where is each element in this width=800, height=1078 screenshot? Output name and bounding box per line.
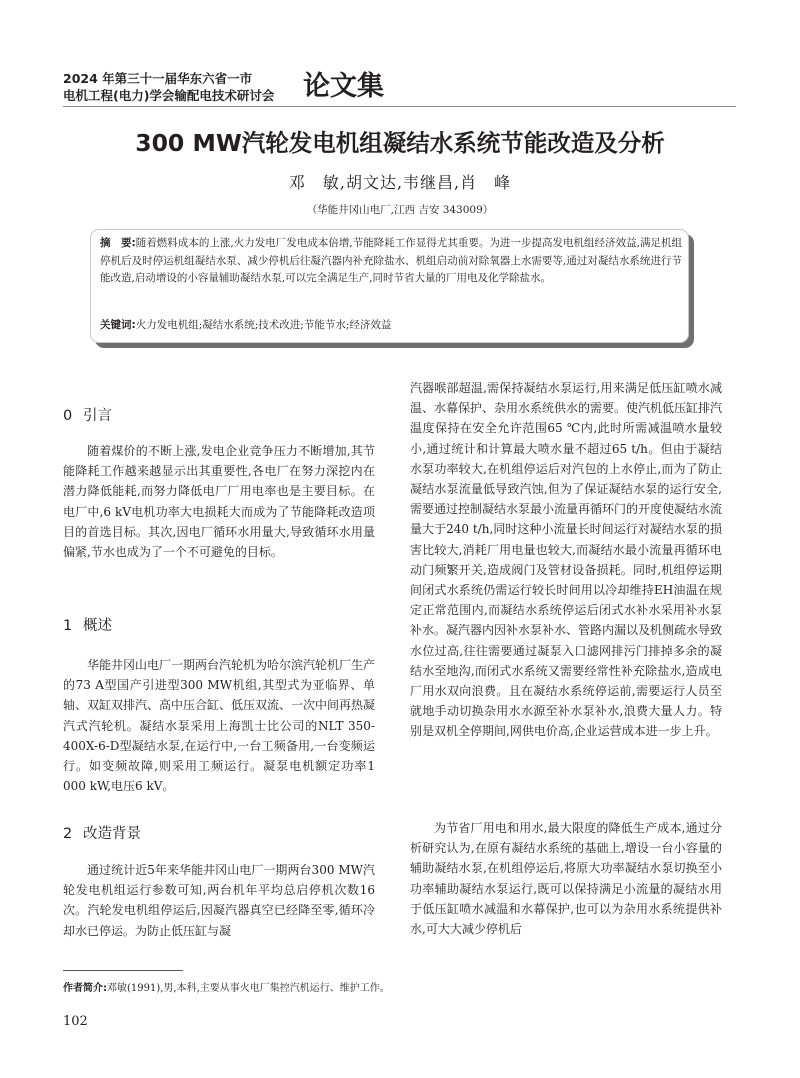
- background-paragraph-continued: 汽器喉部超温,需保持凝结水泵运行,用来满足低压缸喷水减温、水幕保护、杂用水系统供水的需要。使汽机低压缸排汽温度保持在安全允许范围65 ℃内,此时所需减温喷水量较小,通过统计和计算最大喷水量不超过65 t/h。但由于凝结水泵功率较大,在机组停运后对汽包的上水停止,而为了防止凝结水泵流量低导致汽蚀,但为了保证凝结水泵的运行安全,需要通过控制凝结水泵最小流量再循环门的开度使凝结水流量大于240 t/h,同时这种小流量长时间运行对凝结水泵的损害比较大,消耗厂用电量也较大,而凝结水最小流量再循环电动门频繁开关,造成阀门及管材设备损耗。同时,机组停运期间闭式水系统仍需运行较长时间用以冷却维持EH油温在规定正常范围内,而凝结水系统停运后闭式水补水采用补水泵补水。凝汽器内因补水泵补水、管路内漏以及机侧疏水导致水位过高,往往需要通过凝泵入口滤网排污门排掉多余的凝结水至地沟,而闭式水系统又需要经常性补充除盐水,造成电厂用水双向浪费。且在凝结水系统停运前,需要运行人员至就地手动切换杂用水水源至补水泵补水,浪费大量人力。特别是双机全停期间,网供电价高,企业运营成本进一步上升。: [410, 381, 723, 739]
- background-paragraph: 通过统计近5年来华能井冈山电厂一期两台300 MW汽轮发电机组运行参数可知,两台机年平均总启停机次数16次。汽轮发电机组停运后,因凝汽器真空已经降至零,循环冷却水已停运。为防止低压缸与凝: [63, 863, 375, 938]
- header-divider: [63, 106, 736, 107]
- section-title: 改造背景: [83, 826, 141, 842]
- section-2-heading: [63, 822, 141, 843]
- conference-line-2: 电机工程(电力)学会输配电技术研讨会: [63, 88, 275, 103]
- conference-name: [63, 70, 274, 104]
- section-number: 2: [63, 826, 73, 842]
- abstract: [100, 235, 682, 288]
- section-1-heading: [63, 614, 112, 635]
- footnote-divider: [63, 970, 183, 971]
- author-footnote: [63, 979, 390, 994]
- section-title: 引言: [83, 408, 112, 424]
- intro-paragraph: 随着煤价的不断上涨,发电企业竞争压力不断增加,其节能降耗工作越来越显示出其重要性,各电厂在努力深挖内在潜力降低能耗,而努力降低电厂厂用电率也是主要目标。在电厂中,6 kV电机功率大电损耗大而成为了节能降耗改造项目的首选目标。其次,因电厂循环水用量大,导致循环水用量偏紧,节水也成为了一个不可避免的目标。: [63, 444, 375, 560]
- section-number: 1: [63, 618, 73, 634]
- paper-affiliation: （华能井冈山电厂,江西 吉安 343009）: [306, 204, 494, 216]
- abstract-label: 摘 要:: [100, 237, 136, 249]
- overview-paragraph: 华能井冈山电厂一期两台汽轮机为哈尔滨汽轮机厂生产的73 A型国产引进型300 MW机组,其型式为亚临界、单轴、双缸双排汽、高中压合缸、低压双流、一次中间再热凝汽式汽轮机。凝结水泵采用上海凯士比公司的NLT 350-400X-6-D型凝结水泵,在运行中,一台工频备用,一台变频运行。如变频故障,则采用工频运行。凝泵电机额定功率1 000 kW,电压6 kV。: [63, 658, 376, 794]
- paper-title: 300 MW汽轮发电机组凝结水系统节能改造及分析: [135, 129, 665, 157]
- section-title: 概述: [83, 618, 112, 634]
- section-number: 0: [63, 408, 73, 424]
- page-number: 102: [63, 1014, 88, 1029]
- keywords: [100, 317, 682, 335]
- solution-paragraph: 为节省厂用电和用水,最大限度的降低生产成本,通过分析研究认为,在原有凝结水系统的基础上,增设一台小容量的辅助凝结水泵,在机组停运后,将原大功率凝结水泵切换至小功率辅助凝结水泵运行,既可以保持满足小流量的凝结水用于低压缸喷水减温和水幕保护,也可以为杂用水系统提供补水,可大大减少停机后: [410, 821, 722, 937]
- section-0-heading: [63, 404, 112, 425]
- collection-label: 论文集: [303, 71, 384, 102]
- paper-authors: 邓 敏,胡文达,韦继昌,肖 峰: [288, 173, 512, 192]
- footnote-label: 作者简介:: [63, 983, 107, 994]
- footnote-text: 邓敏(1991),男,本科,主要从事火电厂集控汽机运行、维护工作。: [107, 983, 390, 994]
- keywords-text: 火力发电机组;凝结水系统;技术改进;节能节水;经济效益: [135, 319, 392, 331]
- abstract-text: 随着燃料成本的上涨,火力发电厂发电成本倍增,节能降耗工作显得尤其重要。为进一步提高发电机组经济效益,满足机组停机后及时停运机组凝结水泵、减少停机后往凝汽器内补充除盐水、机组启动前对除氧器上水需要等,通过对凝结水系统进行节能改造,启动增设的小容量辅助凝结水泵,可以完全满足生产,同时节省大量的厂用电及化学除盐水。: [100, 237, 683, 284]
- keywords-label: 关键词:: [100, 319, 136, 331]
- conference-line-1: 2024 年第三十一届华东六省一市: [63, 71, 253, 86]
